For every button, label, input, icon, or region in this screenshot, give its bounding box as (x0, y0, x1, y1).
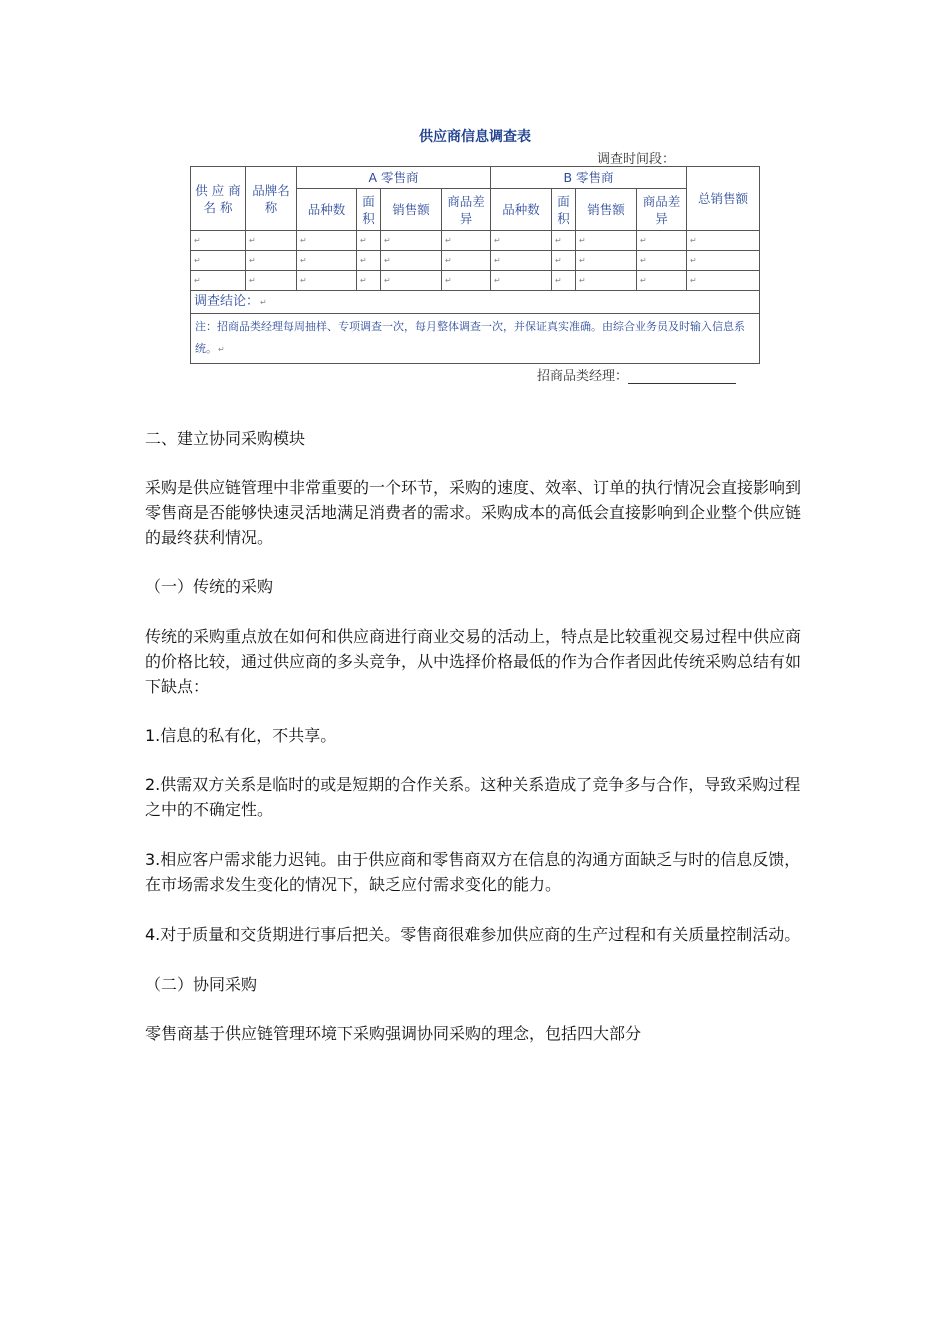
header-b-area: 面积 (552, 189, 576, 231)
table-cell: ↵ (357, 251, 381, 271)
table-cell: ↵ (576, 231, 637, 251)
header-b-sales-amount: 销售额 (576, 189, 637, 231)
table-cell: ↵ (637, 271, 687, 291)
survey-period-line (597, 148, 755, 167)
table-cell: ↵ (552, 251, 576, 271)
point-3 (145, 847, 811, 897)
table-cell: ↵ (687, 251, 760, 271)
header-b-variety-count: 品种数 (491, 189, 552, 231)
table-row (191, 251, 760, 271)
collab-paragraph-text: 零售商基于供应链管理环境下采购强调协同采购的理念，包括四大部分 (145, 1024, 642, 1043)
table-cell: ↵ (552, 271, 576, 291)
intro-paragraph (145, 475, 811, 550)
point-3-text: 3.相应客户需求能力迟钝。由于供应商和零售商双方在信息的沟通方面缺乏与时的信息反馈，在市场需求发生变化的情况下，缺乏应付需求变化的能力。 (145, 850, 801, 894)
header-total-sales: 总销售额 (687, 167, 760, 231)
table-cell: ↵ (381, 231, 442, 251)
point-1 (145, 723, 811, 748)
conclusion-label: 调查结论： (194, 294, 260, 309)
table-cell: ↵ (637, 231, 687, 251)
section-heading-text: 二、建立协同采购模块 (145, 429, 306, 448)
table-cell: ↵ (357, 271, 381, 291)
table-cell: ↵ (191, 251, 246, 271)
table-cell: ↵ (491, 271, 552, 291)
form-title: 供应商信息调查表 (419, 129, 531, 145)
note-mark: ↵ (218, 345, 225, 354)
point-4 (145, 922, 811, 947)
header-a-area: 面积 (357, 189, 381, 231)
table-cell: ↵ (576, 271, 637, 291)
header-b-product-diff: 商品差异 (637, 189, 687, 231)
table-cell: ↵ (246, 251, 297, 271)
table-cell: ↵ (491, 231, 552, 251)
table-row (191, 271, 760, 291)
table-cell: ↵ (381, 271, 442, 291)
table-cell: ↵ (246, 231, 297, 251)
table-cell: ↵ (297, 251, 357, 271)
subsection-collab-text: （二）协同采购 (145, 975, 258, 994)
survey-note-text: 注：招商品类经理每周抽样、专项调查一次，每月整体调查一次，并保证真实准确。由综合业务员及时输入信息系统。 (195, 320, 745, 355)
subsection-traditional-text: （一）传统的采购 (145, 577, 274, 596)
table-cell: ↵ (381, 251, 442, 271)
table-cell: ↵ (191, 231, 246, 251)
header-a-sales-amount: 销售额 (381, 189, 442, 231)
section-heading (145, 426, 811, 451)
table-cell: ↵ (687, 231, 760, 251)
table-cell: ↵ (442, 231, 491, 251)
manager-signature-line (537, 365, 736, 384)
header-a-product-diff: 商品差异 (442, 189, 491, 231)
header-brand-name: 品牌名称 (246, 167, 297, 231)
header-supplier-name: 供 应 商 名 称 (191, 167, 246, 231)
table-cell: ↵ (687, 271, 760, 291)
survey-conclusion (191, 291, 760, 314)
point-4-text: 4.对于质量和交货期进行事后把关。零售商很难参加供应商的生产过程和有关质量控制活动。 (145, 925, 801, 944)
supplier-survey-table (190, 166, 760, 364)
table-cell: ↵ (357, 231, 381, 251)
table-cell: ↵ (552, 231, 576, 251)
point-2 (145, 772, 811, 822)
collab-paragraph (145, 1021, 811, 1046)
manager-label: 招商品类经理： (537, 369, 629, 384)
point-1-text: 1.信息的私有化，不共享。 (145, 726, 337, 745)
conclusion-mark: ↵ (260, 298, 267, 307)
subsection-collab-heading (145, 972, 811, 997)
survey-period-label: 调查时间段： (597, 152, 676, 167)
intro-paragraph-text: 采购是供应链管理中非常重要的一个环节，采购的速度、效率、订单的执行情况会直接影响到零售商是否能够快速灵活地满足消费者的需求。采购成本的高低会直接影响到企业整个供应链的最终获利情况。 (145, 478, 802, 547)
table-cell: ↵ (442, 251, 491, 271)
table-cell: ↵ (297, 231, 357, 251)
table-cell: ↵ (297, 271, 357, 291)
traditional-paragraph (145, 624, 811, 699)
table-cell: ↵ (637, 251, 687, 271)
traditional-paragraph-text: 传统的采购重点放在如何和供应商进行商业交易的活动上，特点是比较重视交易过程中供应商的价格比较，通过供应商的多头竞争，从中选择价格最低的作为合作者因此传统采购总结有如下缺点： (145, 627, 802, 696)
manager-signature-blank (628, 383, 736, 384)
table-row (191, 231, 760, 251)
table-cell: ↵ (191, 271, 246, 291)
header-a-variety-count: 品种数 (297, 189, 357, 231)
subsection-traditional-heading (145, 574, 811, 599)
header-retailer-b: B 零售商 (491, 167, 687, 189)
survey-note (191, 314, 760, 364)
point-2-text: 2.供需双方关系是临时的或是短期的合作关系。这种关系造成了竞争多与合作，导致采购过程之中的不确定性。 (145, 775, 801, 819)
table-cell: ↵ (246, 271, 297, 291)
table-cell: ↵ (491, 251, 552, 271)
table-cell: ↵ (442, 271, 491, 291)
header-retailer-a: A 零售商 (297, 167, 491, 189)
table-cell: ↵ (576, 251, 637, 271)
